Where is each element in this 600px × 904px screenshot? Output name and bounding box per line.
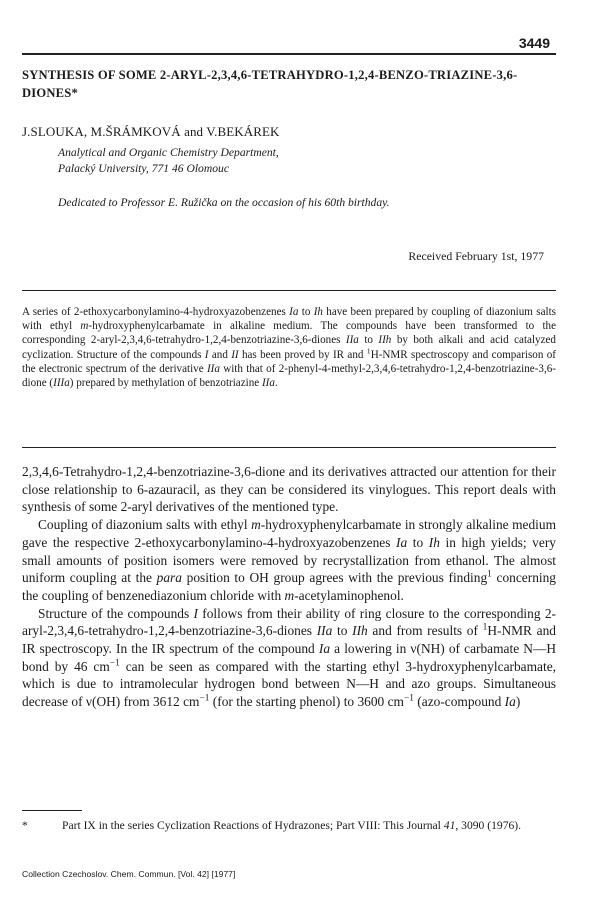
affiliation-line-2: Palacký University, 771 46 Olomouc: [58, 162, 229, 175]
page-number: 3449: [518, 35, 550, 51]
dedication: Dedicated to Professor E. Ružička on the occasion of his 60th birthday.: [58, 196, 390, 209]
header-rule: [22, 53, 556, 55]
footnote-rule: [22, 810, 82, 811]
footnote-marker: *: [22, 819, 28, 832]
affiliation: [58, 145, 279, 177]
author-list: J.SLOUKA, M.ŠRÁMKOVÁ and V.BEKÁREK: [22, 124, 280, 139]
received-date: Received February 1st, 1977: [408, 249, 544, 263]
abstract-top-rule: [22, 290, 556, 291]
abstract-bottom-rule: [22, 447, 556, 448]
article-title: SYNTHESIS OF SOME 2-ARYL-2,3,4,6-TETRAHYDRO-1,2,4-BENZO-TRIAZINE-3,6-DIONES*: [22, 68, 518, 100]
paragraph-3: Structure of the compounds I follows from their ability of ring closure to the corresponding 2-aryl-2,3,4,6-tetrahydro-1,2,4-benzotriazine-3,6-diones IIa to IIh and from results of $^1$H-NMR and IR spectroscopy. In the IR spectrum of the compound Ia a lowering in ν(NH) of carbamate N—H bond by 46 $cm^{-1}$ can be seen as compared with the starting ethyl 3-hydroxyphenylcarbamate, which is due to intramolecular hydrogen bond between N—H and azo groups. Simultaneous decrease of ν(OH) from 3612 $cm^{-1}$ (for the starting phenol) to 3600 $cm^{-1}$ (azo-compound Ia): [22, 605, 556, 710]
paragraph-1: 2,3,4,6-Tetrahydro-1,2,4-benzotriazine-3,6-dione and its derivatives attracted our attention for their close relationship to 6-azauracil, as they can be considered its vinylogues. This report deals with synthesis of some 2-aryl derivatives of the mentioned type.: [22, 464, 556, 515]
footnote: * Part IX in the series Cyclization Reactions of Hydrazones; Part VIII: This Journal 41, 3090 (1976).: [22, 819, 522, 832]
journal-footer: Collection Czechoslov. Chem. Commun. [Vol. 42] [1977]: [22, 869, 236, 879]
paragraph-2: Coupling of diazonium salts with ethyl m-hydroxyphenylcarbamate in strongly alkaline medium gave the respective 2-ethoxycarbonylamino-4-hydroxyazobenzenes Ia to Ih in high yields; very small amounts of position isomers were removed by recrystallization from ethanol. The almost uniform coupling at the para position to OH group agrees with the previous finding$^1$ concerning the coupling of benzenediazonium chloride with m-acetylaminophenol.: [22, 517, 557, 603]
abstract: A series of 2-ethoxycarbonylamino-4-hydroxyazobenzenes Ia to Ih have been prepared by coupling of diazonium salts with ethyl m-hydroxyphenylcarbamate in alkaline medium. The compounds have been transformed to the corresponding 2-aryl-2,3,4,6-tetrahydro-1,2,4-benzotriazine-3,6-diones IIa to IIh by both alkali and acid catalyzed cyclization. Structure of the compounds I and II has been proved by IR and $^1$H-NMR spectroscopy and comparison of the electronic spectrum of the derivative IIa with that of 2-phenyl-4-methyl-2,3,4,6-tetrahydro-1,2,4-benzotriazine-3,6-dione (IIIa) prepared by methylation of benzotriazine IIa.: [22, 306, 556, 390]
body-text: [22, 463, 556, 711]
affiliation-line-1: Analytical and Organic Chemistry Department,: [58, 146, 279, 159]
